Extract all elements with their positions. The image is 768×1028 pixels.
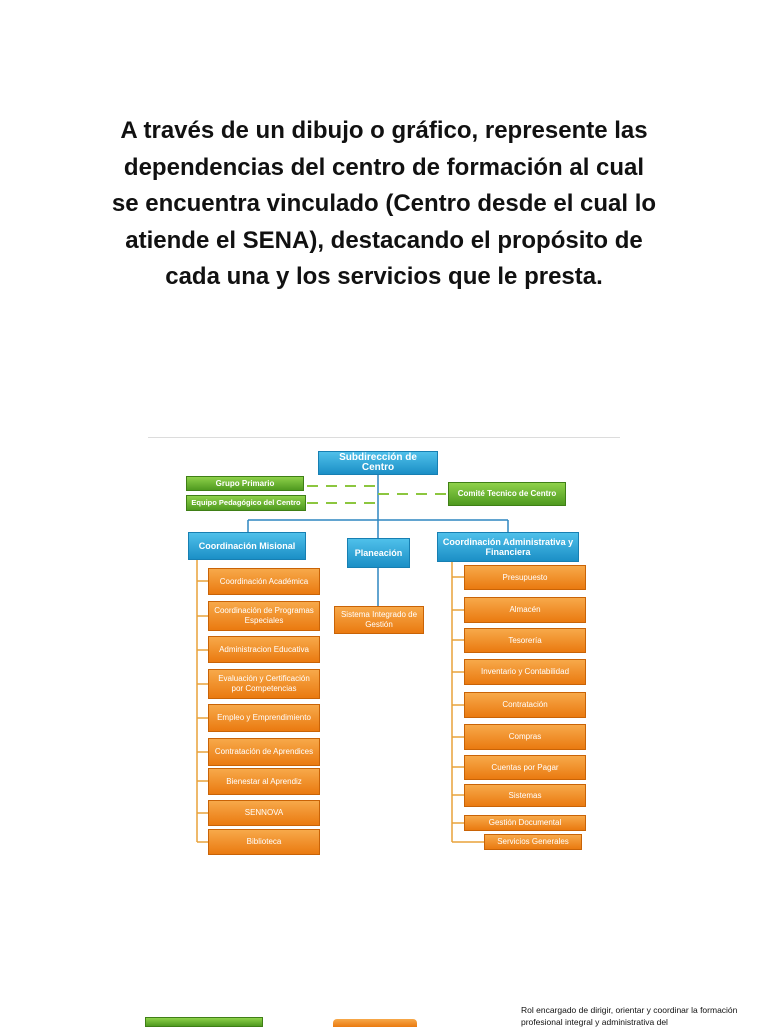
unit-node: Contratación de Aprendices [208,738,320,766]
unit-node: Tesorería [464,628,586,653]
footer-note: Rol encargado de dirigir, orientar y coordinar la formación profesional integral y administrativa del [521,1005,738,1027]
unit-node: SENNOVA [208,800,320,826]
unit-node: Bienestar al Aprendiz [208,768,320,795]
unit-node: Sistema Integrado de Gestión [334,606,424,634]
unit-node: Servicios Generales [484,834,582,850]
unit-node: Empleo y Emprendimiento [208,704,320,732]
unit-node: Biblioteca [208,829,320,855]
next-slide-orange-box [333,1019,417,1027]
root-node: Subdirección de Centro [318,451,438,475]
next-slide-green-box [145,1017,263,1027]
committee-node: Comité Tecnico de Centro [448,482,566,506]
unit-node: Inventario y Contabilidad [464,659,586,685]
unit-node: Administracion Educativa [208,636,320,663]
unit-node: Contratación [464,692,586,718]
unit-node: Gestión Documental [464,815,586,831]
coordination-node: Coordinación Misional [188,532,306,560]
unit-node: Almacén [464,597,586,623]
page-title: A través de un dibujo o gráfico, represente las dependencias del centro de formación al cual se encuentra vinculado (Centro desde el cual lo atiende el SENA), destacando el propósito de cada una y los servicios que le presta. [111,117,657,291]
coordination-node: Coordinación Administrativa y Financiera [437,532,579,562]
group-node: Grupo Primario [186,476,304,491]
group-node: Equipo Pedagógico del Centro [186,495,306,511]
coordination-node: Planeación [347,538,410,568]
unit-node: Evaluación y Certificación por Competencias [208,669,320,699]
unit-node: Cuentas por Pagar [464,755,586,780]
unit-node: Coordinación de Programas Especiales [208,601,320,631]
unit-node: Presupuesto [464,565,586,590]
unit-node: Coordinación Académica [208,568,320,595]
unit-node: Sistemas [464,784,586,807]
dashed-lines [307,486,447,503]
unit-node: Compras [464,724,586,750]
